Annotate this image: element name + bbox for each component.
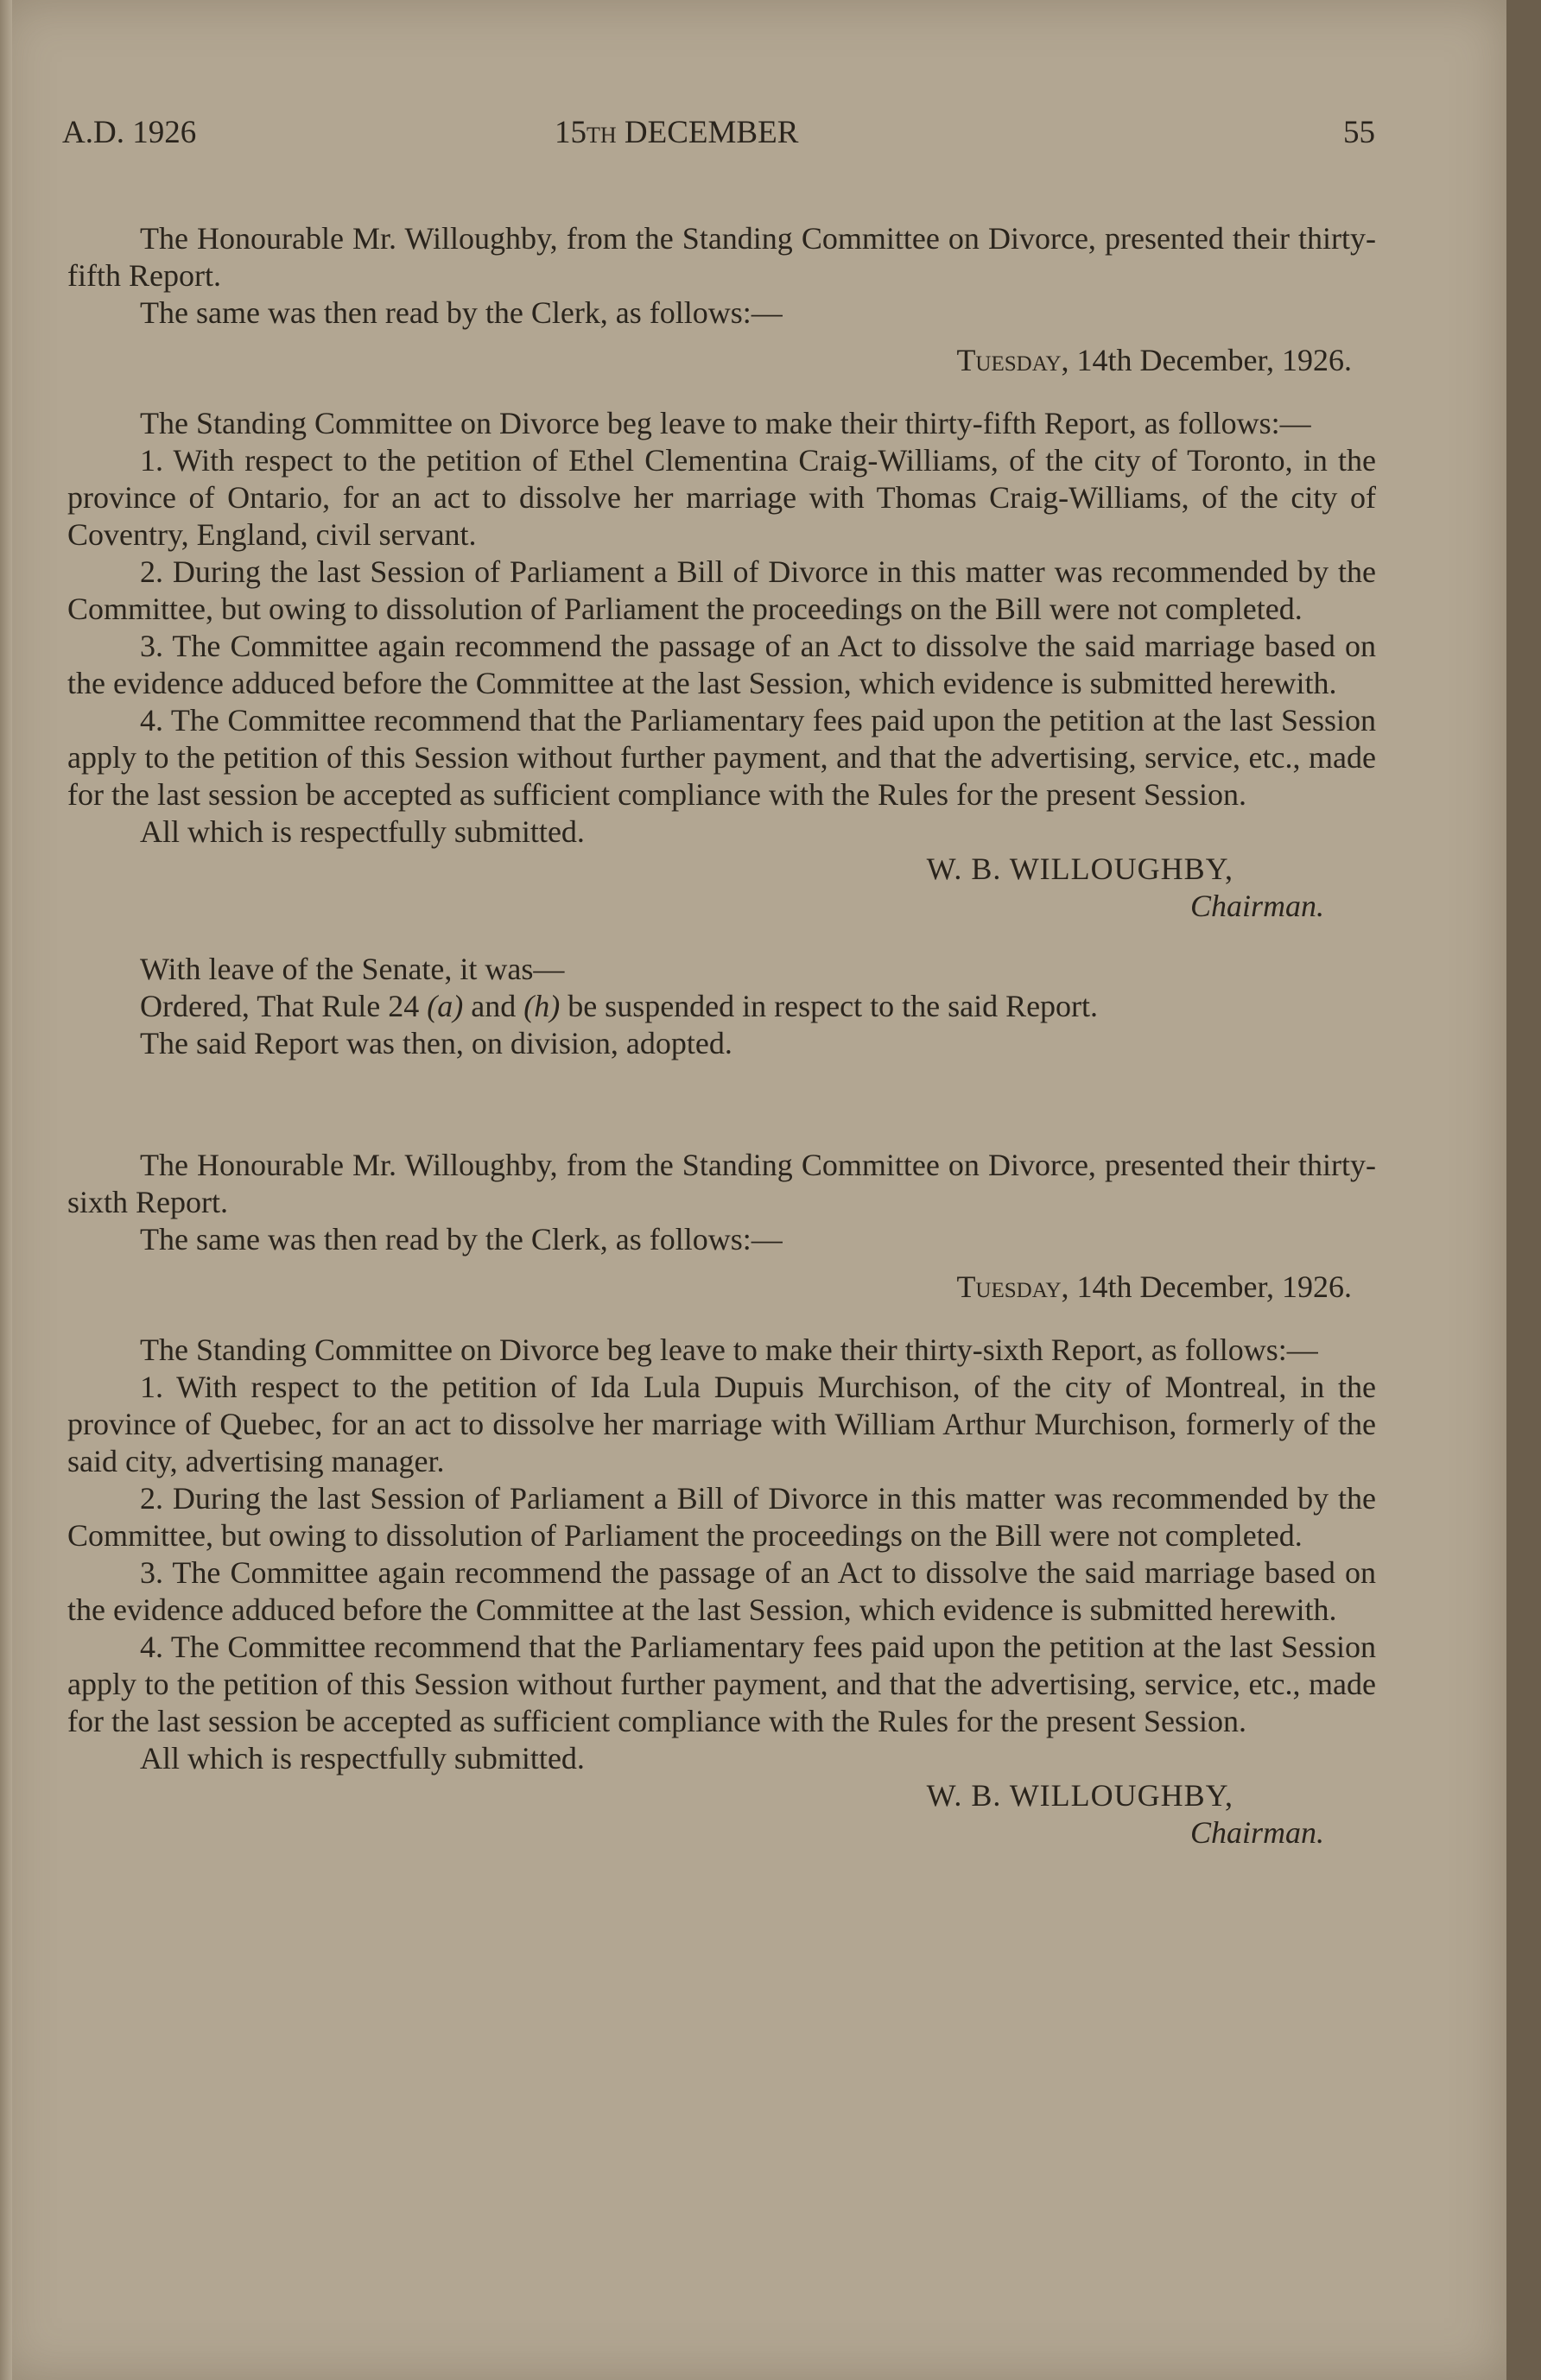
ordered-rule-a: (a) <box>427 989 464 1023</box>
report1-leave: With leave of the Senate, it was— <box>140 952 565 986</box>
report1-ordered <box>67 988 1376 1025</box>
report2-closing: All which is respectfully submitted. <box>140 1741 585 1776</box>
report1-adopted: The said Report was then, on division, adopted. <box>140 1026 732 1060</box>
report1-opening: The Standing Committee on Divorce beg leave to make their thirty-fifth Report, as follows:— <box>140 406 1311 440</box>
page-right-edge <box>1506 0 1541 2380</box>
ordered-text-a: Ordered, That Rule 24 <box>140 989 428 1023</box>
page-header <box>62 114 1375 157</box>
report1-signature: W. B. WILLOUGHBY, <box>926 851 1233 886</box>
page-left-edge <box>0 0 12 2380</box>
report1-item-4: 4. The Committee recommend that the Parliamentary fees paid upon the petition at the last Session apply to the petition of this Session without further payment, and that the advertising, service, etc., made for the last session be accepted as sufficient compliance with the Rules for the present Session. <box>67 703 1376 812</box>
page-number: 55 <box>1343 115 1375 150</box>
report2-item-4: 4. The Committee recommend that the Parliamentary fees paid upon the petition at the last Session apply to the petition of this Session without further payment, and that the advertising, service, etc., made for the last session be accepted as sufficient compliance with the Rules for the present Session. <box>67 1630 1376 1738</box>
document-body <box>67 220 1376 1877</box>
report1-date-day: Tuesday <box>956 343 1062 377</box>
header-date <box>555 114 798 151</box>
report1-read: The same was then read by the Clerk, as follows:— <box>140 295 783 330</box>
section-gap <box>67 1062 1376 1147</box>
report2-item-3: 3. The Committee again recommend the passage of an Act to dissolve the said marriage based on the evidence adduced before the Committee at the last Session, which evidence is submitted herewith. <box>67 1555 1376 1627</box>
report1-closing: All which is respectfully submitted. <box>140 814 585 849</box>
report2-date-rest: , 14th December, 1926. <box>1061 1269 1352 1304</box>
report2-item-1: 1. With respect to the petition of Ida Lula Dupuis Murchison, of the city of Montreal, in the province of Quebec, for an act to dissolve her marriage with William Arthur Murchison, formerly of the said city, advertising manager. <box>67 1370 1376 1478</box>
header-year: A.D. 1926 <box>62 115 197 150</box>
header-date-month: DECEMBER <box>624 115 799 150</box>
report1-item-3: 3. The Committee again recommend the passage of an Act to dissolve the said marriage based on the evidence adduced before the Committee at the last Session, which evidence is submitted herewith. <box>67 629 1376 700</box>
report2-date-day: Tuesday <box>956 1269 1062 1304</box>
ordered-text-b: be suspended in respect to the said Report. <box>560 989 1099 1023</box>
report1-date <box>67 342 1376 379</box>
header-date-suffix: TH <box>587 123 617 148</box>
header-date-day: 15 <box>555 115 587 150</box>
report2-date <box>67 1269 1376 1306</box>
report1-date-rest: , 14th December, 1926. <box>1061 343 1352 377</box>
report2-opening: The Standing Committee on Divorce beg leave to make their thirty-sixth Report, as follows:— <box>140 1332 1318 1367</box>
report2-item-2: 2. During the last Session of Parliament a Bill of Divorce in this matter was recommended by the Committee, but owing to dissolution of Parliament the proceedings on the Bill were not completed. <box>67 1481 1376 1553</box>
report1-chairman: Chairman. <box>1189 889 1324 923</box>
report2-signature: W. B. WILLOUGHBY, <box>926 1778 1233 1813</box>
report2-intro: The Honourable Mr. Willoughby, from the Standing Committee on Divorce, presented their thirty-sixth Report. <box>67 1148 1376 1219</box>
report1-item-2: 2. During the last Session of Parliament a Bill of Divorce in this matter was recommended by the Committee, but owing to dissolution of Parliament the proceedings on the Bill were not completed. <box>67 554 1376 626</box>
report1-item-1: 1. With respect to the petition of Ethel Clementina Craig-Williams, of the city of Toronto, in the province of Ontario, for an act to dissolve her marriage with Thomas Craig-Williams, of the city of Coventry, England, civil servant. <box>67 443 1376 552</box>
ordered-rule-h: (h) <box>523 989 561 1023</box>
report2-read: The same was then read by the Clerk, as follows:— <box>140 1222 783 1256</box>
report2-chairman: Chairman. <box>1189 1815 1324 1850</box>
report1-intro: The Honourable Mr. Willoughby, from the Standing Committee on Divorce, presented their thirty-fifth Report. <box>67 221 1376 293</box>
ordered-and: and <box>463 989 524 1023</box>
